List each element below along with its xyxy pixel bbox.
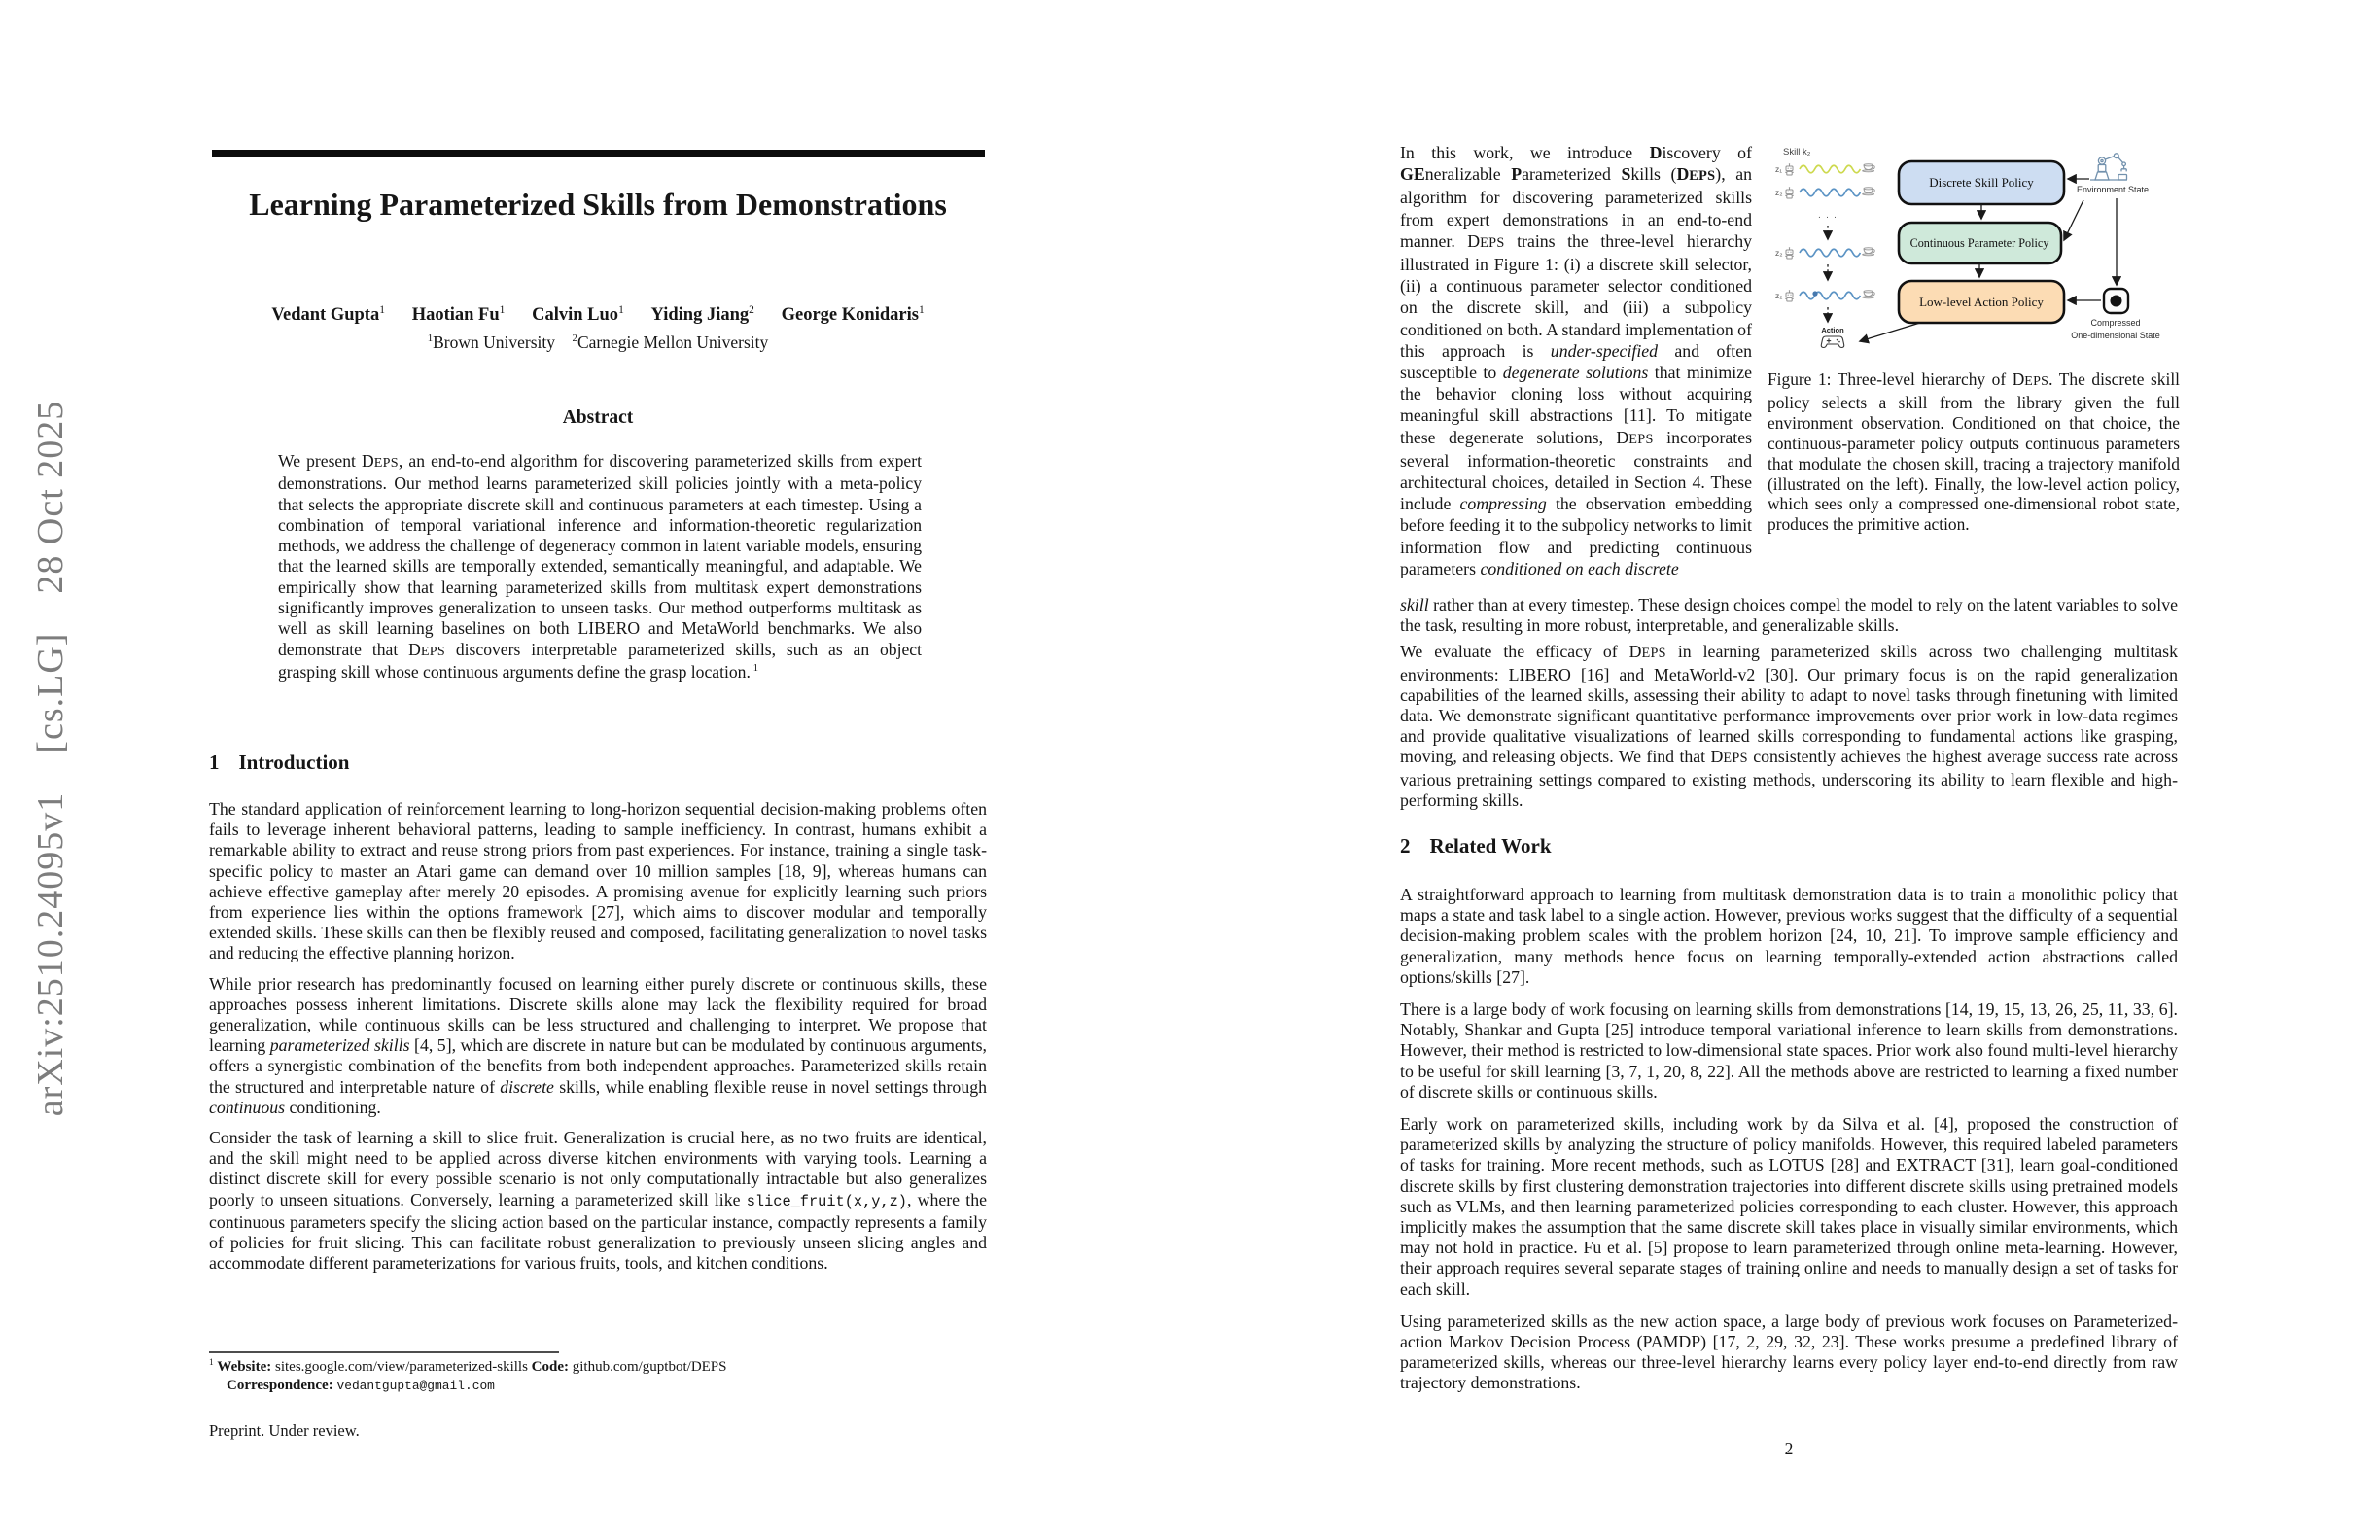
arxiv-watermark: arXiv:2510.24095v1 [cs.LG] 28 Oct 2025 [30,400,71,1117]
intro-continuation-column: In this work, we introduce Discovery of GEneralizable Parameterized Skills (DEPS), an algorithm for discovering parameterized skills from expert demonstrations in an end-to-end manner. DEPS trains the three-level hierarchy illustrated in Figure 1: (i) a discrete skill selector, (ii) a continuous parameter selector conditioned on the discrete skill, and (iii) a subpolicy conditioned on both. A standard implementation of this approach is under-specified and often susceptible to degenerate solutions that minimize the behavior cloning loss without acquiring meaningful skill abstractions [11]. To mitigate these degenerate solutions, DEPS incorporates several information-theoretic constraints and architectural choices, detailed in Section 4. These include compressing the observation embedding before feeding it to the subpolicy networks to limit information flow and predicting continuous parameters conditioned on each discrete [1400,143,1753,578]
continuous-parameter-policy-label: Continuous Parameter Policy [1909,236,2049,250]
introduction-body [209,799,987,1283]
skill-continuation-paragraph: skill rather than at every timestep. These design choices compel the model to rely on the latent variables to solve the task, resulting in more robust, interpretable, and generalizable skills. [1400,595,2178,636]
figure-1-caption: Figure 1: Three-level hierarchy of DEPS. The discrete skill policy selects a skill from the library given the full environment observation. Conditioned on that choice, the continuous-parameter policy outputs continuous parameters that modulate the chosen skill, tracing a trajectory manifold (illustrated on the left). Finally, the low-level action policy, which sees only a compressed one-dimensional robot state, produces the primitive action. [1768,369,2180,535]
section-number: 1 [209,751,220,774]
related-paragraph-3: Early work on parameterized skills, including work by da Silva et al. [4], proposed the construction of parameterized skills by analyzing the structure of policy manifolds. However, this required labeled parameters of tasks for training. More recent methods, such as LOTUS [28] and EXTRACT [31], learn goal-conditioned discrete skills by first clustering demonstration trajectories into different discrete skills using pretrained models such as VLMs, and then learning parameterized policies corresponding to each cluster. However, this approach implicitly makes the assumption that the same discrete skill takes place in visually similar environments, which may not hold in practice. Fu et al. [5] propose to learn parameterized through online meta-learning. However, their approach requires several separate stages of training online and needs to manually design a set of tasks for each skill. [1400,1114,2178,1299]
action-label: Action [1821,326,1844,334]
discrete-skill-policy-label: Discrete Skill Policy [1929,175,2034,190]
z2-label: z₂ [1775,248,1783,258]
parameter-point-dot [1812,291,1817,296]
policy-hierarchy [1899,161,2064,323]
robot-icon [1785,247,1794,259]
robot-icon [1785,163,1794,175]
related-paragraph-4: Using parameterized skills as the new action space, a large body of previous work focuses on Parameterized-action Markov Decision Process (PAMDP) [17, 2, 29, 32, 23]. These works presume a predefined library of parameterized skills, whereas our three-level hierarchy learns every policy layer end-to-end directly from raw trajectory demonstrations. [1400,1311,2178,1393]
authors-line: Vedant Gupta$^1$ Haotian Fu$^1$ Calvin Luo$^1$ Yiding Jiang$^2$ George Konidaris$^1$ [271,303,925,325]
z2-label: z₂ [1775,188,1783,197]
section-heading-related-work [1400,834,1552,858]
teacup-icon [1863,248,1875,256]
low-level-action-policy-label: Low-level Action Policy [1919,295,2044,309]
paper-title: Learning Parameterized Skills from Demonstrations [249,187,947,222]
environment-state-label: Environment State [2076,185,2150,194]
related-work-body [1400,885,2178,1404]
teacup-icon [1863,291,1875,298]
ellipsis-dots: · · · [1817,212,1838,223]
env-to-continuous-arrow [2064,200,2083,240]
figure-1-diagram [1774,128,2183,362]
skill-k2-label: Skill k₂ [1783,147,1811,158]
trajectory-strip [1775,147,1874,348]
footnote [209,1358,987,1395]
trajectory-wave [1800,292,1860,299]
page-number: 2 [1784,1439,1794,1458]
preprint-note: Preprint. Under review. [209,1421,360,1440]
teacup-icon [1863,164,1875,172]
section-label: Introduction [238,751,350,774]
intro-paragraph-2: While prior research has predominantly focused on learning either purely discrete or continuous skills, these approaches possess inherent limitations. Discrete skills alone may lack the flexibility required for broad generalization, while continuous skills can be less structured and challenging to interpret. We propose that learning parameterized skills [4, 5], which are discrete in nature but can be modulated by continuous arguments, offers a synergistic combination of the benefits from both independent approaches. Parameterized skills retain the structured and interpretable nature of discrete skills, while enabling flexible reuse in novel settings through continuous conditioning. [209,973,988,1117]
section-label: Related Work [1429,834,1552,858]
related-paragraph-2: There is a large body of work focusing on learning skills from demonstrations [14, 19, 15, 13, 26, 25, 11, 33, 6]. Notably, Shankar and Gupta [25] introduce temporal variational inference to learn skills from demonstrations. However, their method is restricted to low-dimensional state spaces. Prior work also found multi-level hierarchy to be useful for skill learning [3, 7, 1, 20, 8, 22]. All the methods above are restricted to learning a fixed number of discrete skills or continuous skills. [1400,999,2178,1102]
affiliations-line: $^1$Brown University $^2$Carnegie Mellon University [427,332,769,352]
robot-icon [1785,290,1794,301]
footnote-correspondence-line: Correspondence: vedantgupta@gmail.com [227,1378,495,1393]
robot-arm-icon [2090,154,2127,180]
intro-paragraph-3: Consider the task of learning a skill to slice fruit. Generalization is crucial here, as no two fruits are identical, and the skill might need to be applied across diverse kitchen environments with varying tools. Learning a distinct discrete skill for every possible scenario is not only computationally intractable but also generalizes poorly to unseen situations. Conversely, learning a parameterized skill like slice_fruit(x,y,z), where the continuous parameters specify the slicing action based on the particular instance, compactly represents a family of policies for fruit slicing. This can facilitate robust generalization to previously unseen slicing angles and accommodate different parameterizations for various fruits, tools, and kitchen conditions. [209,1128,987,1274]
z1-label: z₁ [1775,164,1783,174]
robot-icon [1785,187,1794,198]
section-number: 2 [1400,834,1411,858]
abstract-heading: Abstract [562,407,634,428]
compressed-state-dot [2111,296,2122,307]
gamepad-icon [1821,336,1843,348]
section-heading-introduction [209,751,349,775]
title-rule [212,150,985,157]
z2-label: z₂ [1775,291,1783,300]
teacup-icon [1863,188,1875,195]
policy-to-action-arrow [1860,323,1920,341]
trajectory-wave [1800,189,1860,196]
compressed-label-line2: One-dimensional State [2071,331,2160,340]
intro-paragraph-1: The standard application of reinforcement learning to long-horizon sequential decision-making problems often fails to leverage inherent behavioral patterns, leading to sample inefficiency. In contrast, humans exhibit a remarkable ability to extract and reuse strong priors from past experiences. For instance, training a single task-specific policy to master an Atari game can demand over 10 million samples [18, 9], whereas humans can achieve effective gameplay after merely 20 episodes. A promising avenue for explicitly learning such priors from experience lies within the options framework [27], which aims to discover modular and temporally extended skills. These skills can then be flexibly reused and composed, facilitating generalization to novel tasks and reducing the effective planning horizon. [209,799,987,963]
abstract-text: We present DEPS, an end-to-end algorithm for discovering parameterized skills from expert demonstrations. Our method learns parameterized skill policies jointly with a meta-policy that selects the appropriate discrete skill and continuous parameters at each timestep. Using a combination of temporal variational inference and information-theoretic regularization methods, we address the challenge of degeneracy common in latent variable models, ensuring that the learned skills are temporally extended, semantically meaningful, and adaptable. We empirically show that learning parameterized skills from multitask expert demonstrations significantly improves generalization to unseen tasks. Our method outperforms multitask as well as skill learning baselines on both LIBERO and MetaWorld benchmarks. We also demonstrate that DEPS discovers interpretable parameterized skills, such as an object grasping skill whose continuous arguments define the grasp location. $^1$ [278,451,922,682]
footnote-links-line: $^1$ Website: sites.google.com/view/parameterized-skills Code: github.com/guptbot/DEPS [209,1358,727,1375]
compressed-label-line1: Compressed [2090,318,2141,328]
footnote-rule [209,1351,559,1353]
evaluation-paragraph: We evaluate the efficacy of DEPS in learning parameterized skills across two challenging multitask environments: LIBERO [16] and MetaWorld-v2 [30]. Our primary focus is on the rapid generalization capabilities of the learned skills, assessing their ability to adapt to novel tasks through finetuning with limited data. We demonstrate significant quantitative performance improvements over prior work in low-data regimes and provide qualitative visualizations of learned skills corresponding to fundamental actions like grasping, moving, and releasing objects. We find that DEPS consistently achieves the highest average success rate across various pretraining settings compared to existing methods, underscoring its ability to learn flexible and high-performing skills. [1400,642,2178,810]
trajectory-wave [1800,165,1860,173]
intro-continuation-fullwidth [1400,595,2178,821]
related-paragraph-1: A straightforward approach to learning from multitask demonstration data is to train a monolithic policy that maps a state and task label to a single action. However, previous works suggest that the difficulty of a sequential decision-making problem scales with the problem horizon [24, 10, 21]. To improve sample efficiency and generalization, many methods hence focus on learning temporally-extended action abstractions called options/skills [27]. [1400,885,2178,987]
trajectory-wave [1800,249,1860,257]
